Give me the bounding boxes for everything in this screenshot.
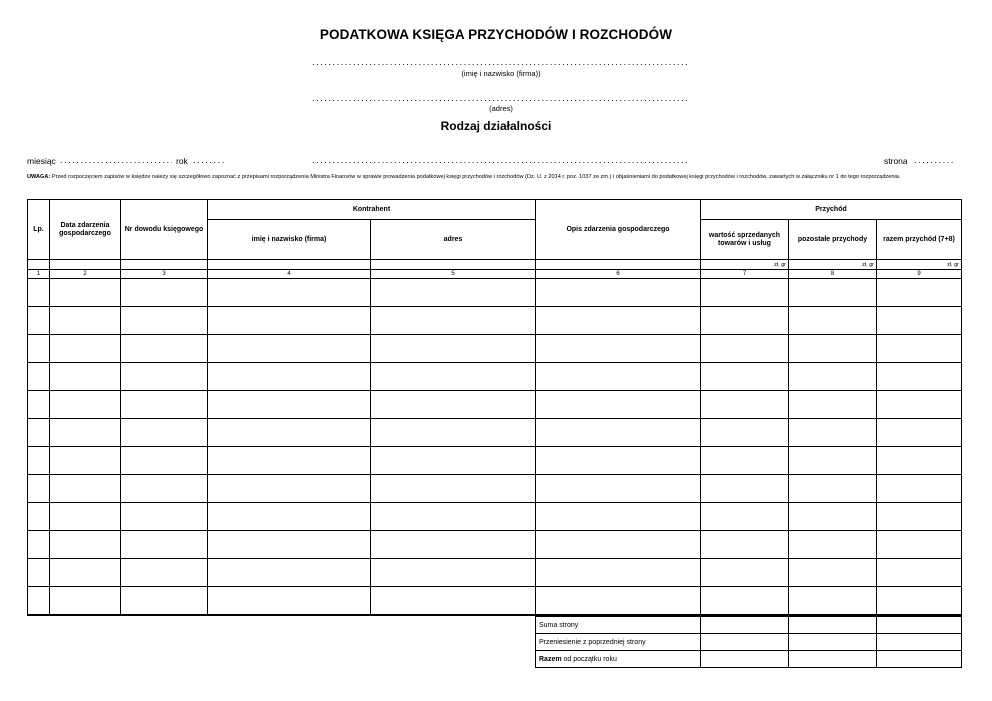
- ledger-cell[interactable]: [371, 531, 536, 559]
- ledger-row: [28, 503, 962, 531]
- ledger-cell[interactable]: [877, 391, 962, 419]
- unit-label-total: zł, gr: [877, 260, 962, 270]
- ledger-row: [28, 447, 962, 475]
- ledger-row: [28, 335, 962, 363]
- summary-cell[interactable]: [877, 617, 962, 634]
- ledger-row: [28, 363, 962, 391]
- ledger-cell[interactable]: [208, 335, 371, 363]
- ledger-cell[interactable]: [50, 363, 121, 391]
- ledger-cell[interactable]: [28, 587, 50, 616]
- ledger-cell[interactable]: [371, 307, 536, 335]
- ledger-cell[interactable]: [701, 335, 789, 363]
- unit-cell: [121, 260, 208, 270]
- column-number: 7: [701, 270, 789, 279]
- ledger-row: [28, 531, 962, 559]
- ledger-cell[interactable]: [121, 335, 208, 363]
- ledger-cell[interactable]: [789, 447, 877, 475]
- ledger-cell[interactable]: [208, 419, 371, 447]
- ledger-cell[interactable]: [789, 363, 877, 391]
- month-label: miesiąc: [27, 156, 56, 166]
- ledger-cell[interactable]: [789, 335, 877, 363]
- ledger-cell[interactable]: [701, 279, 789, 307]
- ledger-cell[interactable]: [28, 307, 50, 335]
- ledger-cell[interactable]: [536, 447, 701, 475]
- ledger-cell[interactable]: [877, 475, 962, 503]
- ledger-cell[interactable]: [789, 391, 877, 419]
- ledger-cell[interactable]: [371, 587, 536, 616]
- warning-note-prefix: UWAGA:: [27, 174, 51, 180]
- col-header-contractor-address: adres: [371, 220, 536, 260]
- ledger-cell[interactable]: [50, 335, 121, 363]
- summary-total-bold: Razem: [539, 655, 562, 663]
- ledger-cell[interactable]: [701, 363, 789, 391]
- address-dotted-line: [312, 94, 690, 103]
- ledger-cell[interactable]: [877, 307, 962, 335]
- column-number: 4: [208, 270, 371, 279]
- ledger-cell[interactable]: [701, 307, 789, 335]
- ledger-cell[interactable]: [28, 391, 50, 419]
- ledger-cell[interactable]: [121, 363, 208, 391]
- col-header-lp: Lp.: [28, 200, 50, 260]
- ledger-cell[interactable]: [50, 531, 121, 559]
- ledger-cell[interactable]: [701, 475, 789, 503]
- ledger-cell[interactable]: [50, 475, 121, 503]
- ledger-cell[interactable]: [701, 447, 789, 475]
- ledger-cell[interactable]: [701, 419, 789, 447]
- ledger-cell[interactable]: [536, 587, 701, 616]
- column-number: 6: [536, 270, 701, 279]
- ledger-cell[interactable]: [208, 503, 371, 531]
- ledger-cell[interactable]: [536, 559, 701, 587]
- summary-cell[interactable]: [789, 634, 877, 651]
- activity-type-heading: Rodzaj działalności: [440, 119, 552, 133]
- ledger-cell[interactable]: [208, 307, 371, 335]
- summary-cell[interactable]: [701, 651, 789, 668]
- ledger-cell[interactable]: [50, 307, 121, 335]
- ledger-cell[interactable]: [208, 475, 371, 503]
- ledger-row: [28, 559, 962, 587]
- ledger-cell[interactable]: [208, 587, 371, 616]
- ledger-cell[interactable]: [789, 475, 877, 503]
- page-number-dotted-line: [914, 156, 954, 165]
- col-header-sales-value: wartość sprzedanych towarów i usług: [701, 220, 789, 260]
- name-caption: (imię i nazwisko (firma)): [461, 69, 541, 78]
- ledger-cell[interactable]: [789, 531, 877, 559]
- column-number: 5: [371, 270, 536, 279]
- ledger-cell[interactable]: [701, 391, 789, 419]
- ledger-cell[interactable]: [877, 447, 962, 475]
- col-header-income: Przychód: [701, 200, 962, 220]
- month-dotted-line: [60, 156, 172, 165]
- ledger-cell[interactable]: [536, 391, 701, 419]
- ledger-cell[interactable]: [28, 475, 50, 503]
- ledger-row: [28, 419, 962, 447]
- col-header-other-income: pozostałe przychody: [789, 220, 877, 260]
- ledger-cell[interactable]: [877, 363, 962, 391]
- ledger-row: [28, 279, 962, 307]
- unit-cell: [28, 260, 50, 270]
- summary-cell[interactable]: [701, 617, 789, 634]
- unit-label-other: zł, gr: [789, 260, 877, 270]
- unit-cell: [371, 260, 536, 270]
- ledger-cell[interactable]: [536, 503, 701, 531]
- column-number: 9: [877, 270, 962, 279]
- ledger-cell[interactable]: [50, 419, 121, 447]
- ledger-cell[interactable]: [371, 475, 536, 503]
- summary-cell[interactable]: [877, 634, 962, 651]
- ledger-cell[interactable]: [50, 279, 121, 307]
- ledger-cell[interactable]: [701, 503, 789, 531]
- summary-page-sum-label: Suma strony: [536, 617, 701, 634]
- ledger-row: [28, 587, 962, 616]
- column-number: 2: [50, 270, 121, 279]
- ledger-cell[interactable]: [28, 503, 50, 531]
- ledger-cell[interactable]: [877, 587, 962, 616]
- summary-total-rest: od początku roku: [561, 655, 617, 663]
- col-header-date: Data zdarzenia gospodarczego: [50, 200, 121, 260]
- address-caption: (adres): [489, 104, 513, 113]
- ledger-cell[interactable]: [371, 503, 536, 531]
- ledger-cell[interactable]: [208, 279, 371, 307]
- ledger-cell[interactable]: [877, 335, 962, 363]
- ledger-cell[interactable]: [121, 447, 208, 475]
- ledger-cell[interactable]: [208, 391, 371, 419]
- unit-cell: [50, 260, 121, 270]
- ledger-cell[interactable]: [371, 391, 536, 419]
- year-label: rok: [176, 156, 188, 166]
- ledger-cell[interactable]: [28, 335, 50, 363]
- col-header-description: Opis zdarzenia gospodarczego: [536, 200, 701, 260]
- ledger-cell[interactable]: [789, 419, 877, 447]
- column-number: 1: [28, 270, 50, 279]
- summary-cell[interactable]: [877, 651, 962, 668]
- ledger-cell[interactable]: [208, 559, 371, 587]
- name-dotted-line: [312, 58, 690, 67]
- ledger-row: [28, 475, 962, 503]
- ledger-cell[interactable]: [536, 307, 701, 335]
- summary-cell[interactable]: [789, 651, 877, 668]
- ledger-cell[interactable]: [789, 587, 877, 616]
- ledger-row: [28, 391, 962, 419]
- col-header-total-income: razem przychód (7+8): [877, 220, 962, 260]
- ledger-cell[interactable]: [121, 559, 208, 587]
- ledger-cell[interactable]: [701, 531, 789, 559]
- ledger-cell[interactable]: [50, 587, 121, 616]
- ledger-cell[interactable]: [28, 531, 50, 559]
- warning-note-text: Przed rozpoczęciem zapisów w księdze należy się szczegółowo zapoznać z przepisami rozporządzenia Ministra Finansów w sprawie prowadzenia podatkowej księgi przychodów i rozchodów (Dz. U. z 2014 r. poz. 1037 ze zm.) i objaśnieniami do podatkowej księgi przychodów i rozchodów, zawartych w załączniku nr 1 do tego rozporządzenia.: [51, 174, 901, 180]
- col-header-contractor: Kontrahent: [208, 200, 536, 220]
- ledger-cell[interactable]: [536, 363, 701, 391]
- ledger-row: [28, 307, 962, 335]
- ledger-cell[interactable]: [789, 279, 877, 307]
- ledger-cell[interactable]: [121, 503, 208, 531]
- ledger-cell[interactable]: [701, 587, 789, 616]
- page-number-label: strona: [884, 156, 908, 166]
- ledger-cell[interactable]: [28, 447, 50, 475]
- column-number: 8: [789, 270, 877, 279]
- ledger-cell[interactable]: [877, 279, 962, 307]
- ledger-cell[interactable]: [208, 447, 371, 475]
- ledger-cell[interactable]: [877, 419, 962, 447]
- ledger-cell[interactable]: [877, 531, 962, 559]
- ledger-cell[interactable]: [701, 559, 789, 587]
- ledger-cell[interactable]: [789, 559, 877, 587]
- ledger-cell[interactable]: [121, 419, 208, 447]
- ledger-cell[interactable]: [371, 335, 536, 363]
- column-number: 3: [121, 270, 208, 279]
- year-dotted-line: [193, 156, 225, 165]
- page-title: PODATKOWA KSIĘGA PRZYCHODÓW I ROZCHODÓW: [319, 27, 673, 42]
- ledger-cell[interactable]: [28, 363, 50, 391]
- ledger-cell[interactable]: [536, 279, 701, 307]
- ledger-cell[interactable]: [371, 419, 536, 447]
- ledger-cell[interactable]: [121, 587, 208, 616]
- ledger-cell[interactable]: [121, 307, 208, 335]
- unit-cell: [208, 260, 371, 270]
- unit-label-sales: zł, gr: [701, 260, 789, 270]
- ledger-cell[interactable]: [371, 279, 536, 307]
- ledger-cell[interactable]: [536, 531, 701, 559]
- ledger-cell[interactable]: [121, 531, 208, 559]
- summary-carried-over-label: Przeniesienie z poprzedniej strony: [536, 634, 701, 651]
- ledger-cell[interactable]: [50, 559, 121, 587]
- unit-cell: [536, 260, 701, 270]
- ledger-cell[interactable]: [789, 503, 877, 531]
- summary-total-label: [536, 651, 701, 668]
- warning-note: [27, 174, 962, 181]
- ledger-cell[interactable]: [28, 279, 50, 307]
- ledger-cell[interactable]: [50, 503, 121, 531]
- summary-cell[interactable]: [701, 634, 789, 651]
- col-header-proof-number: Nr dowodu księgowego: [121, 200, 208, 260]
- ledger-cell[interactable]: [50, 391, 121, 419]
- ledger-cell[interactable]: [536, 335, 701, 363]
- ledger-cell[interactable]: [121, 475, 208, 503]
- ledger-table: [27, 199, 962, 616]
- activity-dotted-line: [312, 156, 690, 165]
- summary-table: [535, 616, 962, 668]
- ledger-cell[interactable]: [371, 363, 536, 391]
- summary-cell[interactable]: [789, 617, 877, 634]
- col-header-contractor-name: imię i nazwisko (firma): [208, 220, 371, 260]
- ledger-cell[interactable]: [208, 363, 371, 391]
- ledger-cell[interactable]: [371, 447, 536, 475]
- ledger-cell[interactable]: [208, 531, 371, 559]
- ledger-cell[interactable]: [877, 503, 962, 531]
- ledger-cell[interactable]: [28, 419, 50, 447]
- ledger-cell[interactable]: [877, 559, 962, 587]
- ledger-cell[interactable]: [28, 559, 50, 587]
- ledger-cell[interactable]: [371, 559, 536, 587]
- ledger-cell[interactable]: [536, 475, 701, 503]
- ledger-cell[interactable]: [789, 307, 877, 335]
- ledger-cell[interactable]: [121, 279, 208, 307]
- ledger-cell[interactable]: [536, 419, 701, 447]
- ledger-cell[interactable]: [50, 447, 121, 475]
- ledger-cell[interactable]: [121, 391, 208, 419]
